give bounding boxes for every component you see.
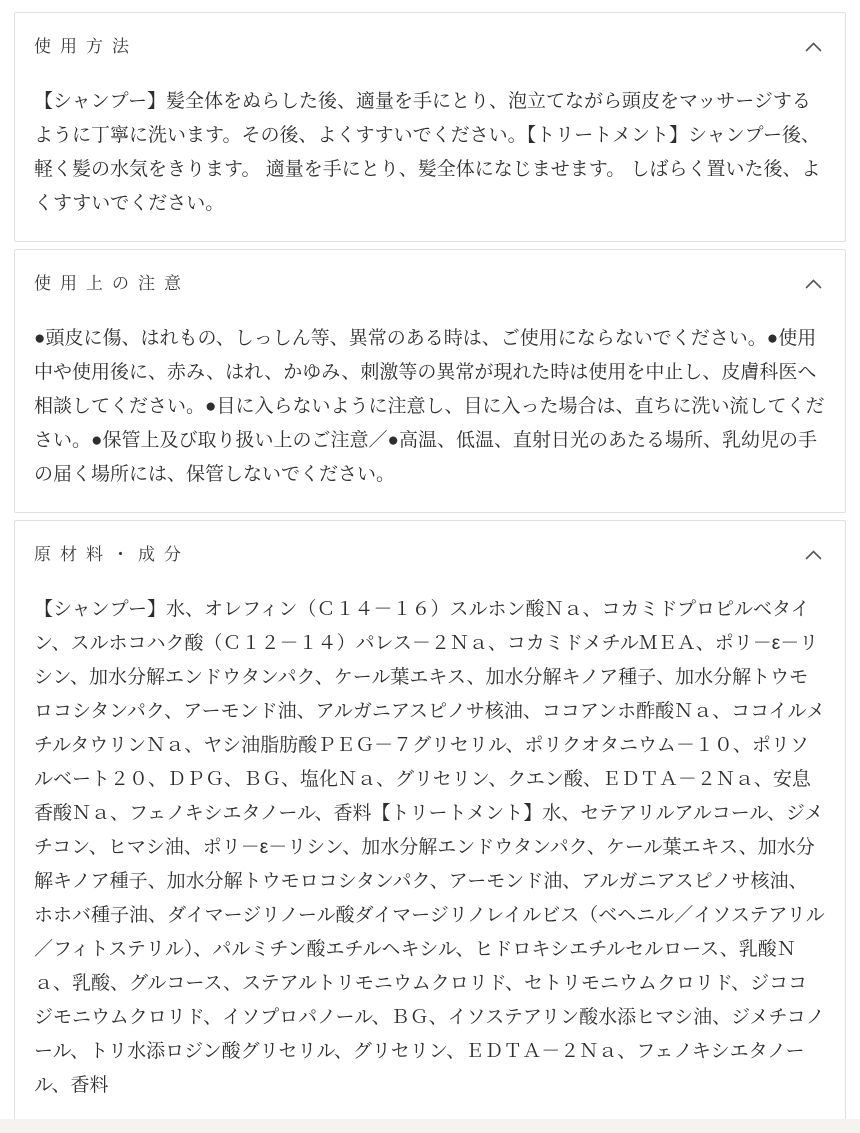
chevron-up-icon[interactable] <box>803 545 823 565</box>
chevron-up-icon[interactable] <box>803 37 823 57</box>
section-body-precautions: ●頭皮に傷、はれもの、しっしん等、異常のある時は、ご使用にならないでください。●使用中や使用後に、赤み、はれ、かゆみ、刺激等の異常が現れた時は使用を中止し、皮膚科医へ相談してください。●目に入らないように注意し、目に入った場合は、直ちに洗い流してください。●保管上及び取り扱い上のご注意／●高温、低温、直射日光のあたる場所、乳幼児の手の届く場所には、保管しないでください。 <box>34 328 825 485</box>
accordion-header-precautions[interactable] <box>34 272 825 296</box>
accordion-header-usage[interactable] <box>34 35 825 59</box>
section-title-precautions: 使用上の注意 <box>34 274 190 293</box>
section-title-ingredients: 原材料・成分 <box>34 545 190 564</box>
accordion-header-ingredients[interactable] <box>34 543 825 567</box>
section-body-usage: 【シャンプー】髪全体をぬらした後、適量を手にとり、泡立てながら頭皮をマッサージするように丁寧に洗います。その後、よくすすいでください。【トリートメント】シャンプー後、軽く髪の水気をきります。 適量を手にとり、髪全体になじませます。 しばらく置いた後、よくすすいでください。 <box>34 91 821 214</box>
chevron-up-icon[interactable] <box>803 274 823 294</box>
page-background-strip <box>0 1119 860 1133</box>
section-body-ingredients: 【シャンプー】水、オレフィン（Ｃ１４－１６）スルホン酸Ｎａ、コカミドプロピルベタイン、スルホコハク酸（Ｃ１２－１４）パレス－２Ｎａ、コカミドメチルＭＥＡ、ポリ－ε－リシン、加水分解エンドウタンパク、ケール葉エキス、加水分解キノア種子、加水分解トウモロコシタンパク、アーモンド油、アルガニアスピノサ核油、ココアンホ酢酸Ｎａ、ココイルメチルタウリンＮａ、ヤシ油脂肪酸ＰＥＧ－７グリセリル、ポリクオタニウム－１０、ポリソルベート２０、ＤＰＧ、ＢＧ、塩化Ｎａ、グリセリン、クエン酸、ＥＤＴＡ－２Ｎａ、安息香酸Ｎａ、フェノキシエタノール、香料【トリートメント】水、セテアリルアルコール、ジメチコン、ヒマシ油、ポリ－ε－リシン、加水分解エンドウタンパク、ケール葉エキス、加水分解キノア種子、加水分解トウモロコシタンパク、アーモンド油、アルガニアスピノサ核油、ホホバ種子油、ダイマージリノール酸ダイマージリノレイルビス（ベヘニル／イソステアリル／フィトステリル）、パルミチン酸エチルヘキシル、ヒドロキシエチルセルロース、乳酸Ｎａ、乳酸、グルコース、ステアルトリモニウムクロリド、セトリモニウムクロリド、ジココジモニウムクロリド、イソプロパノール、ＢＧ、イソステアリン酸水添ヒマシ油、ジメチコノール、トリ水添ロジン酸グリセリル、グリセリン、ＥＤＴＡ－２Ｎａ、フェノキシエタノール、香料 <box>34 599 825 1096</box>
accordion-section-usage <box>14 12 846 242</box>
accordion-section-ingredients <box>14 520 846 1124</box>
accordion-section-precautions <box>14 249 846 513</box>
section-title-usage: 使用方法 <box>34 37 138 56</box>
